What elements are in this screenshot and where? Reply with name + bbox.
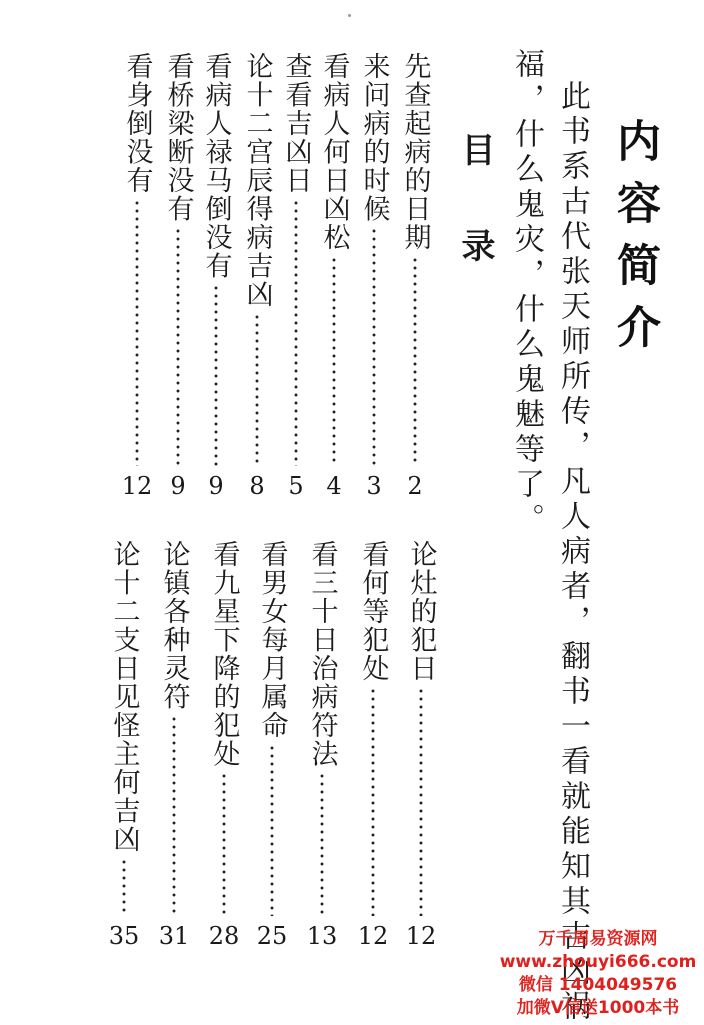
toc-entry-text: 论镇各种灵符 xyxy=(158,540,190,711)
toc-entry-page: 12 xyxy=(357,922,389,950)
toc-entry-text: 论灶的犯日 xyxy=(405,540,437,683)
toc-entry-text: 论十二宫辰得病吉凶 xyxy=(241,52,273,309)
toc-entry[interactable] xyxy=(207,540,241,948)
toc-entry-text: 看九星下降的犯处 xyxy=(208,540,240,768)
toc-entry-text: 先查起病的日期 xyxy=(399,52,431,252)
toc-entry[interactable] xyxy=(240,52,274,498)
toc-entry-text: 看身倒没有 xyxy=(121,52,153,195)
toc-entry-page: 25 xyxy=(256,922,288,950)
toc-entry[interactable] xyxy=(398,52,432,498)
toc-entry[interactable] xyxy=(255,540,289,948)
leader-dots xyxy=(332,256,336,467)
leader-dots xyxy=(172,715,176,916)
leader-dots xyxy=(135,199,139,467)
toc-entry[interactable] xyxy=(404,540,438,948)
toc-entry[interactable] xyxy=(107,540,141,948)
intro-line-1: 此书系古代张天师所传，凡人病者，翻书一看就能知其吉凶祸 xyxy=(555,80,590,1025)
intro-title: 内容简介 xyxy=(609,118,660,366)
leader-dots xyxy=(413,256,417,467)
leader-dots xyxy=(270,744,274,917)
leader-dots xyxy=(320,772,324,916)
toc-entry-page: 31 xyxy=(158,922,190,950)
toc-entry[interactable] xyxy=(305,540,339,948)
toc-entry-text: 看何等犯处 xyxy=(357,540,389,683)
leader-dots xyxy=(371,687,375,917)
toc-entry-page: 28 xyxy=(208,922,240,950)
leader-dots xyxy=(222,772,226,916)
watermark xyxy=(498,928,698,1020)
toc-entry[interactable] xyxy=(357,52,391,498)
toc-entry-page: 35 xyxy=(108,922,140,950)
toc-entry-page: 9 xyxy=(170,472,186,500)
watermark-line-1: 万千周易资源网 xyxy=(538,929,658,949)
watermark-url[interactable]: www.zhouyi666.com xyxy=(499,952,697,972)
toc-entry-text: 看男女每月属命 xyxy=(256,540,288,740)
leader-dots xyxy=(214,284,218,466)
toc-entry-page: 12 xyxy=(121,472,153,500)
toc-entry-text: 看桥梁断没有 xyxy=(162,52,194,223)
toc-entry[interactable] xyxy=(317,52,351,498)
leader-dots xyxy=(372,227,376,466)
leader-dots xyxy=(255,313,259,467)
toc-entry[interactable] xyxy=(279,52,313,498)
toc-entry[interactable] xyxy=(120,52,154,498)
watermark-line-3: 微信 1404049576 xyxy=(518,975,678,995)
leader-dots xyxy=(419,687,423,917)
toc-entry-text: 看病人何日凶松 xyxy=(318,52,350,252)
toc-entry-text: 看三十日治病符法 xyxy=(306,540,338,768)
toc-entry-page: 12 xyxy=(405,922,437,950)
toc-entry-page: 8 xyxy=(249,472,265,500)
toc-entry-page: 2 xyxy=(407,472,423,500)
intro-line-2: 福，什么鬼灾，什么鬼魅等了。 xyxy=(509,48,544,538)
toc-entry-text: 看病人禄马倒没有 xyxy=(200,52,232,280)
toc-entry[interactable] xyxy=(199,52,233,498)
toc-entry-page: 13 xyxy=(306,922,338,950)
toc-entry-text: 论十二支日见怪主何吉凶 xyxy=(108,540,140,854)
toc-entry[interactable] xyxy=(356,540,390,948)
leader-dots xyxy=(122,858,126,917)
toc-entry-page: 4 xyxy=(326,472,342,500)
toc-entry[interactable] xyxy=(161,52,195,498)
toc-entry-page: 3 xyxy=(366,472,382,500)
toc-entry-text: 来问病的时候 xyxy=(358,52,390,223)
toc-entry-text: 查看吉凶日 xyxy=(280,52,312,195)
leader-dots xyxy=(176,227,180,466)
toc-entry-page: 9 xyxy=(208,472,224,500)
watermark-line-4: 加微V信送1000本书 xyxy=(516,998,680,1018)
toc-entry-page: 5 xyxy=(288,472,304,500)
paper-speck xyxy=(348,14,351,17)
toc-title: 目录 xyxy=(455,132,495,324)
leader-dots xyxy=(294,199,298,467)
toc-entry[interactable] xyxy=(157,540,191,948)
